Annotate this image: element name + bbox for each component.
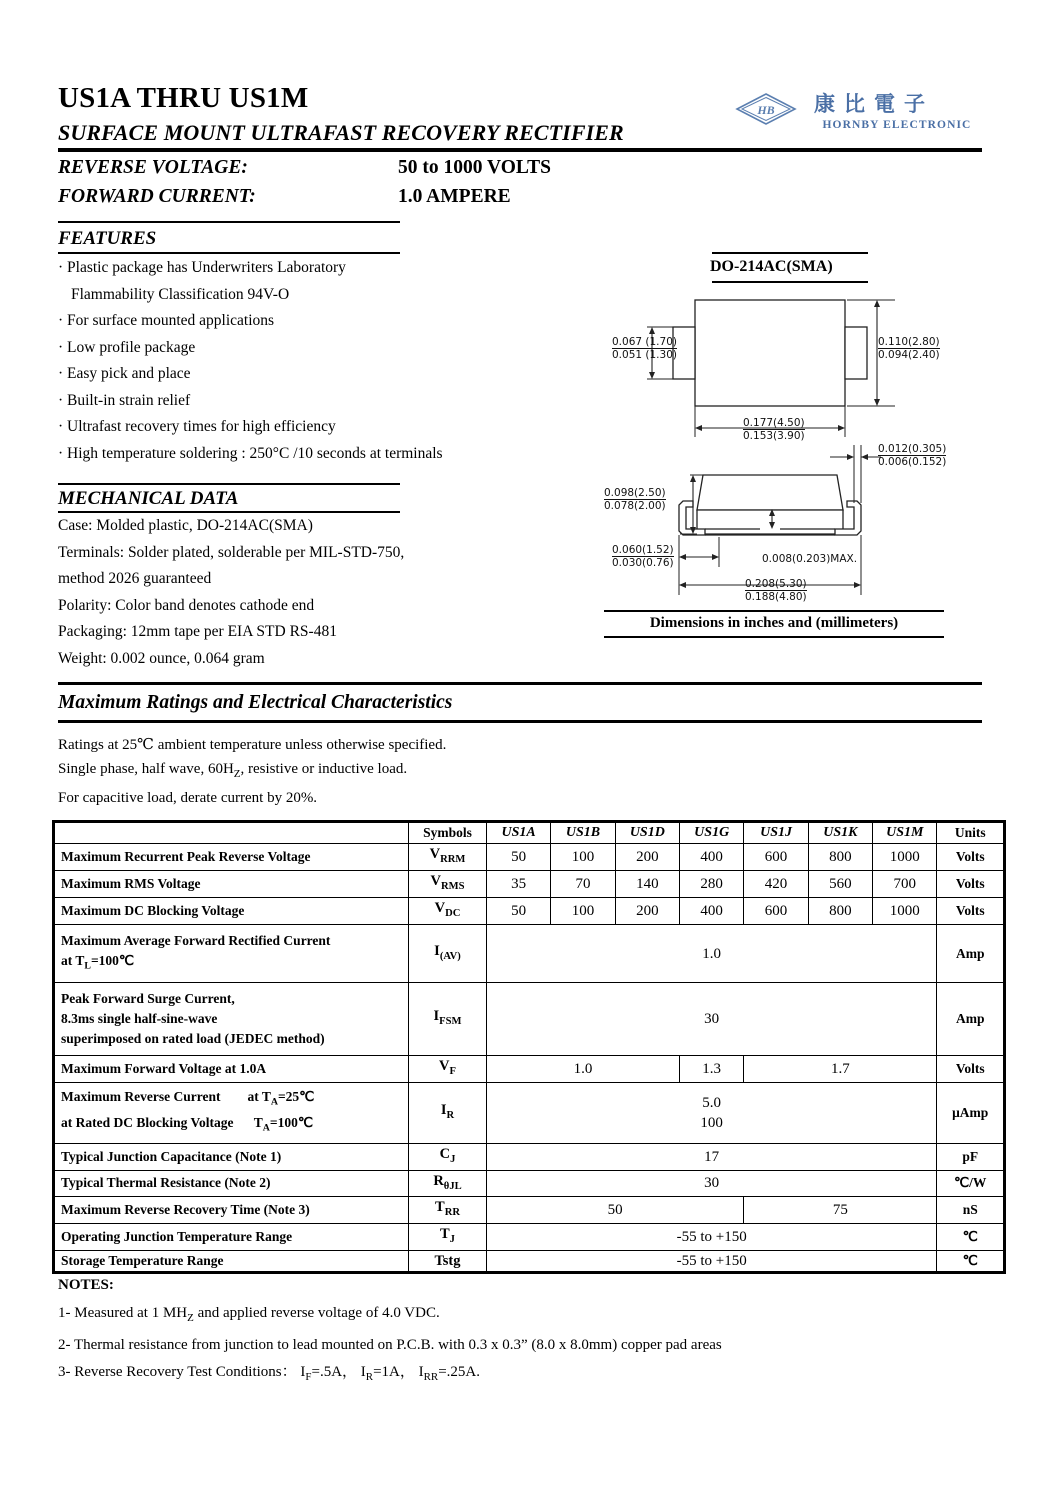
mechanical-heading: MECHANICAL DATA (58, 488, 239, 509)
table-row (54, 897, 1005, 924)
symbol-subscript: θJL (443, 1180, 462, 1192)
row-symbol: $V_{DC}$ (409, 897, 487, 924)
symbol-subscript: J (449, 1234, 455, 1246)
cell-units: Volts (937, 1056, 1005, 1083)
ratings-top-rule (58, 682, 982, 685)
cell-units: Volts (937, 897, 1005, 924)
cell-us1k: 800 (808, 897, 872, 924)
cell-us1d: 200 (615, 844, 679, 871)
notes-list (58, 1300, 958, 1391)
cell-us1m: 700 (873, 870, 937, 897)
header-us1a: US1A (486, 822, 550, 844)
note-3: 3- Reverse Recovery Test Conditions： $I_F=.5A$， $I_R=1A$， $I_{RR}=.25A$. (58, 1364, 481, 1383)
header-us1g: US1G (680, 822, 744, 844)
cell-vf-low: 1.0 (486, 1056, 679, 1083)
dim-body-width-max: 0.110(2.80) (878, 336, 940, 348)
page-title: US1A THRU US1M (58, 82, 309, 114)
row-symbol: Tstg (409, 1251, 487, 1273)
dim-body-length-min: 0.153(3.90) (743, 430, 805, 442)
symbol-subscript: RMS (440, 880, 465, 892)
symbol-subscript: FSM (439, 1016, 462, 1028)
cell-units: Volts (937, 844, 1005, 871)
row-symbol: $I_{FSM}$ (409, 983, 487, 1056)
dim-overall-length (745, 578, 807, 603)
ratings-table (52, 820, 1006, 1274)
cell-span-value: 1.0 (486, 924, 937, 983)
cell-units: ℃/W (937, 1170, 1005, 1197)
cell-ir-25c: 5.0 (702, 1094, 722, 1111)
header-blank (54, 822, 409, 844)
cell-us1b: 70 (551, 870, 615, 897)
dim-body-width-min: 0.094(2.40) (878, 349, 940, 361)
cell-us1b: 100 (551, 897, 615, 924)
cell-units: ℃ (937, 1224, 1005, 1251)
dim-foot-min: 0.030(0.76) (612, 557, 674, 569)
dim-height-min: 0.078(2.00) (604, 500, 666, 512)
header-symbols: Symbols (409, 822, 487, 844)
symbol-subscript: J (450, 1153, 456, 1165)
header-us1j: US1J (744, 822, 808, 844)
notes-heading: NOTES: (58, 1277, 114, 1293)
cell-units: Amp (937, 983, 1005, 1056)
row-symbol: $C_J$ (409, 1143, 487, 1170)
dim-lead-thickness (878, 443, 946, 468)
dim-caption-top-rule (604, 610, 944, 612)
header-divider (58, 148, 982, 152)
symbol-subscript: RR (444, 1207, 460, 1219)
cell-us1a: 35 (486, 870, 550, 897)
logo-english-name: HORNBY ELECTRONIC (822, 119, 972, 131)
note-1: 1- Measured at 1 $MH_Z$ and applied reverse voltage of 4.0 VDC. (58, 1305, 440, 1324)
row-symbol: $V_{RMS}$ (409, 870, 487, 897)
mechanical-item: Terminals: Solder plated, solderable per MIL-STD-750, (58, 543, 405, 561)
dim-height (604, 487, 666, 512)
ratings-condition: Single phase, half wave, $60H_Z$, resistive or inductive load. (58, 761, 408, 780)
cell-ir-values (486, 1083, 937, 1143)
row-desc: Maximum Forward Voltage at 1.0A (54, 1056, 409, 1083)
cell-units: ℃ (937, 1251, 1005, 1273)
reverse-voltage-value: 50 to 1000 VOLTS (398, 157, 551, 178)
cell-us1j: 420 (744, 870, 808, 897)
row-desc: Typical Junction Capacitance (Note 1) (54, 1143, 409, 1170)
ratings-conditions (58, 733, 698, 810)
feature-item: · Easy pick and place (58, 365, 191, 382)
cell-units: nS (937, 1197, 1005, 1224)
company-logo (730, 88, 980, 140)
hb-diamond-icon (735, 92, 797, 126)
row-desc: Storage Temperature Range (54, 1251, 409, 1273)
table-row (54, 870, 1005, 897)
table-row (54, 1143, 1005, 1170)
row-desc-line2: at $T_L=100℃$ (61, 952, 135, 972)
cell-ir-100c: 100 (700, 1114, 723, 1131)
cell-us1k: 800 (808, 844, 872, 871)
note-2: 2- Thermal resistance from junction to lead mounted on P.C.B. with 0.3 x 0.3” (8.0 x 8.0mm) copper pad areas (58, 1337, 722, 1353)
cell-trr-high: 75 (744, 1197, 937, 1224)
cell-units: μAmp (937, 1083, 1005, 1143)
row-desc (54, 924, 409, 983)
cell-vf-high: 1.7 (744, 1056, 937, 1083)
ratings-condition: For capacitive load, derate current by 20%. (58, 790, 318, 806)
mechanical-item: Weight: 0.002 ounce, 0.064 gram (58, 649, 265, 667)
row-desc-line2: 8.3ms single half-sine-wave (61, 1011, 218, 1027)
cell-us1m: 1000 (873, 897, 937, 924)
dim-lead-width-max: 0.067 (1.70) (612, 336, 677, 348)
feature-item: · Ultrafast recovery times for high efficiency (58, 418, 336, 435)
dim-height-max: 0.098(2.50) (604, 487, 666, 499)
row-desc-line1: Maximum Average Forward Rectified Current (61, 932, 331, 948)
dim-lead-thickness-min: 0.006(0.152) (878, 456, 947, 468)
dim-body-length (743, 417, 805, 442)
table-header-row (54, 822, 1005, 844)
row-symbol: $V_{RRM}$ (409, 844, 487, 871)
cell-us1j: 600 (744, 844, 808, 871)
row-desc: Maximum Reverse Recovery Time (Note 3) (54, 1197, 409, 1224)
symbol-subscript: (AV) (439, 950, 461, 962)
dim-body-length-max: 0.177(4.50) (743, 417, 805, 429)
cell-trr-low: 50 (486, 1197, 743, 1224)
features-list (58, 255, 528, 467)
header-us1d: US1D (615, 822, 679, 844)
row-desc-line1: Peak Forward Surge Current, (61, 991, 235, 1007)
table-row (54, 844, 1005, 871)
cell-us1g: 400 (680, 897, 744, 924)
feature-item: · Built-in strain relief (58, 391, 191, 409)
svg-text:HB: HB (757, 103, 775, 117)
page-subtitle: SURFACE MOUNT ULTRAFAST RECOVERY RECTIFIER (58, 120, 624, 145)
row-desc: Maximum RMS Voltage (54, 870, 409, 897)
dim-lead-width (612, 336, 677, 361)
row-desc: Maximum DC Blocking Voltage (54, 897, 409, 924)
forward-current-label: FORWARD CURRENT: (58, 186, 256, 207)
row-desc (54, 983, 409, 1056)
ratings-condition: Ratings at 25℃ ambient temperature unless otherwise specified. (58, 737, 447, 753)
header-us1k: US1K (808, 822, 872, 844)
symbol-subscript: F (449, 1066, 456, 1078)
cell-us1j: 600 (744, 897, 808, 924)
header-units: Units (937, 822, 1005, 844)
cell-us1d: 140 (615, 870, 679, 897)
feature-item: · Plastic package has Underwriters Laboratory (58, 259, 346, 276)
cell-span-value: 30 (486, 1170, 937, 1197)
feature-item: · Low profile package (58, 338, 196, 356)
table-row (54, 1170, 1005, 1197)
mechanical-item: Polarity: Color band denotes cathode end (58, 596, 315, 614)
cell-span-value: 30 (486, 983, 937, 1056)
table-row (54, 1224, 1005, 1251)
package-title: DO-214AC(SMA) (710, 258, 833, 275)
logo-chinese-name: 康比電子 (814, 92, 934, 116)
symbol-subscript: RRM (440, 853, 466, 865)
dim-standoff: 0.008(0.203)MAX. (762, 553, 858, 565)
cell-us1k: 560 (808, 870, 872, 897)
cell-us1g: 400 (680, 844, 744, 871)
dim-overall-max: 0.208(5.30) (745, 578, 807, 590)
cell-us1g: 280 (680, 870, 744, 897)
row-symbol: $I_{(AV)}$ (409, 924, 487, 983)
dim-lead-thickness-max: 0.012(0.305) (878, 443, 947, 455)
package-title-top-rule (712, 252, 868, 254)
reverse-voltage-label: REVERSE VOLTAGE: (58, 157, 248, 178)
row-symbol: $T_J$ (409, 1224, 487, 1251)
cell-us1a: 50 (486, 897, 550, 924)
cell-span-value: 17 (486, 1143, 937, 1170)
row-desc-line2: at Rated DC Blocking Voltage $T_A=100℃$ (61, 1114, 313, 1134)
row-symbol: $T_{RR}$ (409, 1197, 487, 1224)
dim-foot-max: 0.060(1.52) (612, 544, 674, 556)
table-row (54, 1056, 1005, 1083)
row-desc-line3: superimposed on rated load (JEDEC method) (61, 1031, 325, 1047)
table-row (54, 1197, 1005, 1224)
dim-body-width (878, 336, 940, 361)
header-us1b: US1B (551, 822, 615, 844)
cell-us1d: 200 (615, 897, 679, 924)
ratings-title: Maximum Ratings and Electrical Characteristics (58, 692, 453, 713)
table-row (54, 983, 1005, 1056)
row-desc (54, 1083, 409, 1143)
cell-us1m: 1000 (873, 844, 937, 871)
mechanical-list (58, 513, 528, 672)
cell-span-value: -55 to +150 (486, 1251, 937, 1273)
features-bottom-rule (58, 252, 400, 254)
forward-current-value: 1.0 AMPERE (398, 186, 511, 207)
dim-overall-min: 0.188(4.80) (745, 591, 807, 603)
row-symbol: $R_{\theta JL}$ (409, 1170, 487, 1197)
row-desc: Typical Thermal Resistance (Note 2) (54, 1170, 409, 1197)
mechanical-item: Packaging: 12mm tape per EIA STD RS-481 (58, 623, 337, 640)
cell-units: pF (937, 1143, 1005, 1170)
package-title-bottom-rule (712, 281, 868, 283)
feature-item: · High temperature soldering : 250°C /10 seconds at terminals (58, 444, 443, 462)
cell-units: Volts (937, 870, 1005, 897)
mechanical-top-rule (58, 483, 400, 485)
cell-units: Amp (937, 924, 1005, 983)
cell-vf-mid: 1.3 (680, 1056, 744, 1083)
row-desc-line1: Maximum Reverse Current at $T_A=25℃$ (61, 1089, 315, 1108)
table-row (54, 1251, 1005, 1273)
cell-us1b: 100 (551, 844, 615, 871)
mechanical-item: Case: Molded plastic, DO-214AC(SMA) (58, 517, 313, 534)
symbol-subscript: R (446, 1109, 455, 1121)
dimensions-caption: Dimensions in inches and (millimeters) (649, 615, 899, 631)
feature-item: Flammability Classification 94V-O (71, 285, 290, 303)
features-top-rule (58, 221, 400, 223)
table-row (54, 924, 1005, 983)
ratings-bottom-rule (58, 720, 982, 723)
dim-lead-width-min: 0.051 (1.30) (612, 349, 677, 361)
symbol-subscript: DC (445, 907, 461, 919)
header-us1m: US1M (873, 822, 937, 844)
cell-span-value: -55 to +150 (486, 1224, 937, 1251)
mechanical-item: method 2026 guaranteed (58, 570, 212, 587)
row-desc: Operating Junction Temperature Range (54, 1224, 409, 1251)
cell-us1a: 50 (486, 844, 550, 871)
features-heading: FEATURES (58, 228, 157, 249)
table-row (54, 1083, 1005, 1143)
row-desc: Maximum Recurrent Peak Reverse Voltage (54, 844, 409, 871)
dim-caption-bottom-rule (604, 636, 944, 638)
dim-foot (612, 544, 674, 569)
row-symbol: $V_F$ (409, 1056, 487, 1083)
feature-item: · For surface mounted applications (58, 312, 275, 329)
row-symbol: $I_R$ (409, 1083, 487, 1143)
